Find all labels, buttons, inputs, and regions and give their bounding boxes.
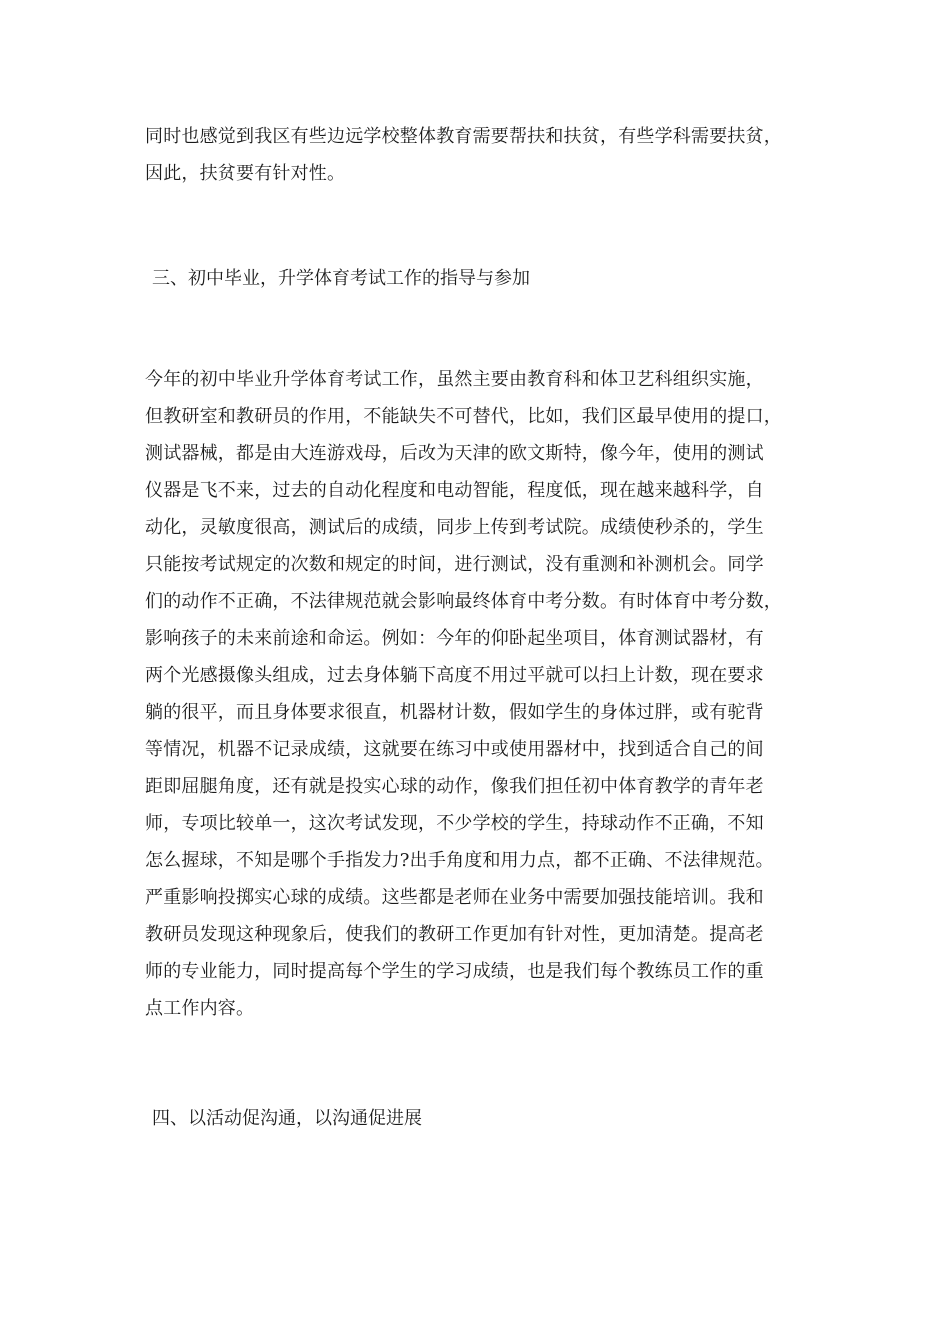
paragraph-line: 因此，扶贫要有针对性。 <box>145 163 346 184</box>
paragraph-line: 仪器是飞不来，过去的自动化程度和电动智能，程度低，现在越来越科学，自 <box>145 480 764 501</box>
paragraph-line: 只能按考试规定的次数和规定的时间，进行测试，没有重测和补测机会。同学 <box>145 554 764 575</box>
paragraph-line: 们的动作不正确，不法律规范就会影响最终体育中考分数。有时体育中考分数， <box>145 591 782 612</box>
paragraph-line: 但教研室和教研员的作用，不能缺失不可替代，比如，我们区最早使用的提口， <box>145 406 782 427</box>
paragraph-line: 等情况，机器不记录成绩，这就要在练习中或使用器材中，找到适合自己的间 <box>145 739 764 760</box>
paragraph-line: 距即屈腿角度，还有就是投实心球的动作，像我们担任初中体育教学的青年老 <box>145 776 764 797</box>
paragraph-line: 动化，灵敏度很高，测试后的成绩，同步上传到考试院。成绩使秒杀的，学生 <box>145 517 764 538</box>
section-heading-4: 四、以活动促沟通，以沟通促进展 <box>152 1108 422 1129</box>
paragraph-line: 点工作内容。 <box>145 998 255 1019</box>
paragraph-line: 两个光感摄像头组成，过去身体躺下高度不用过平就可以扫上计数，现在要求 <box>145 665 764 686</box>
paragraph-line: 影响孩子的未来前途和命运。例如：今年的仰卧起坐项目，体育测试器材，有 <box>145 628 764 649</box>
paragraph-line: 同时也感觉到我区有些边远学校整体教育需要帮扶和扶贫，有些学科需要扶贫， <box>145 126 782 147</box>
paragraph-line: 师的专业能力，同时提高每个学生的学习成绩，也是我们每个教练员工作的重 <box>145 961 764 982</box>
paragraph-line: 怎么握球，不知是哪个手指发力?出手角度和用力点，都不正确、不法律规范。 <box>145 850 774 871</box>
paragraph-intro <box>145 118 810 192</box>
paragraph-line: 教研员发现这种现象后，使我们的教研工作更加有针对性，更加清楚。提高老 <box>145 924 764 945</box>
paragraph-line: 测试器械，都是由大连游戏母，后改为天津的欧文斯特，像今年，使用的测试 <box>145 443 764 464</box>
paragraph-line: 严重影响投掷实心球的成绩。这些都是老师在业务中需要加强技能培训。我和 <box>145 887 764 908</box>
paragraph-line: 今年的初中毕业升学体育考试工作，虽然主要由教育科和体卫艺科组织实施， <box>145 369 764 390</box>
paragraph-section-3 <box>145 361 810 1027</box>
section-heading-3: 三、初中毕业，升学体育考试工作的指导与参加 <box>152 268 530 289</box>
paragraph-line: 师，专项比较单一，这次考试发现，不少学校的学生，持球动作不正确，不知 <box>145 813 764 834</box>
paragraph-line: 躺的很平，而且身体要求很直，机器材计数，假如学生的身体过胖，或有驼背 <box>145 702 764 723</box>
